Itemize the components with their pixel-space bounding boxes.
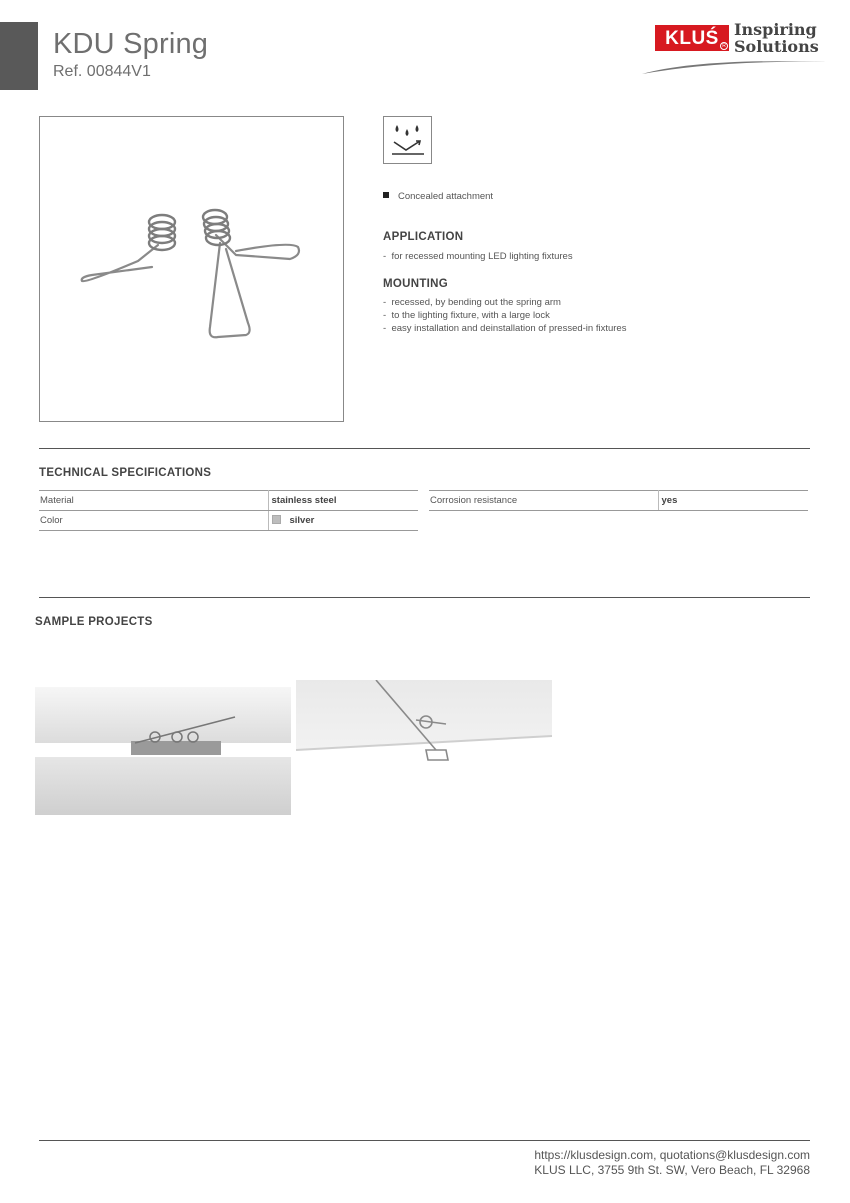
mounting-heading: MOUNTING bbox=[383, 278, 449, 290]
spec-label: Material bbox=[39, 491, 268, 511]
footer-divider bbox=[39, 1140, 810, 1141]
logo-tagline-line1: Inspiring bbox=[734, 20, 817, 39]
application-heading: APPLICATION bbox=[383, 231, 464, 243]
list-item: - easy installation and deinstallation of pressed-in fixtures bbox=[383, 323, 627, 334]
page-title: KDU Spring bbox=[53, 28, 209, 60]
product-image-frame bbox=[39, 116, 344, 422]
application-list bbox=[383, 250, 573, 263]
footer bbox=[534, 1148, 810, 1178]
table-row bbox=[39, 491, 418, 511]
color-swatch bbox=[272, 515, 281, 524]
spec-value: silver bbox=[268, 511, 418, 531]
footer-contact[interactable]: https://klusdesign.com, quotations@klusdesign.com bbox=[534, 1148, 810, 1162]
feature-label: Concealed attachment bbox=[398, 191, 494, 202]
product-ref: Ref. 00844V1 bbox=[53, 63, 151, 80]
registered-mark: R bbox=[720, 42, 728, 50]
logo-tagline-line2: Solutions bbox=[734, 37, 819, 56]
side-tab bbox=[0, 22, 38, 90]
spec-value: yes bbox=[658, 491, 808, 511]
list-item: - for recessed mounting LED lighting fixtures bbox=[383, 251, 573, 262]
logo-badge: KLUŚ bbox=[655, 25, 729, 51]
specs-table-left bbox=[39, 490, 418, 531]
logo-tagline bbox=[734, 21, 819, 55]
bullet-square-icon bbox=[383, 192, 389, 198]
spec-label: Color bbox=[39, 511, 268, 531]
specs-table-right bbox=[429, 490, 808, 511]
spec-value: stainless steel bbox=[268, 491, 418, 511]
section-divider bbox=[39, 448, 810, 449]
list-item: - to the lighting fixture, with a large lock bbox=[383, 310, 550, 321]
footer-address: KLUS LLC, 3755 9th St. SW, Vero Beach, FL 32968 bbox=[534, 1163, 810, 1177]
list-item: - recessed, by bending out the spring arm bbox=[383, 297, 561, 308]
samples-heading: SAMPLE PROJECTS bbox=[35, 616, 153, 628]
specs-heading: TECHNICAL SPECIFICATIONS bbox=[39, 467, 212, 479]
mounting-list bbox=[383, 296, 626, 335]
table-row bbox=[39, 511, 418, 531]
spec-label: Corrosion resistance bbox=[429, 491, 658, 511]
klus-logo[interactable] bbox=[640, 20, 830, 78]
moisture-resistant-icon bbox=[383, 116, 432, 164]
spring-clip-image bbox=[40, 117, 345, 423]
sample-project-photo-2 bbox=[296, 680, 552, 766]
section-divider bbox=[39, 597, 810, 598]
sample-project-photo-1 bbox=[35, 687, 291, 815]
feature-item bbox=[383, 191, 493, 202]
table-row bbox=[429, 491, 808, 511]
logo-swoosh bbox=[640, 56, 830, 76]
